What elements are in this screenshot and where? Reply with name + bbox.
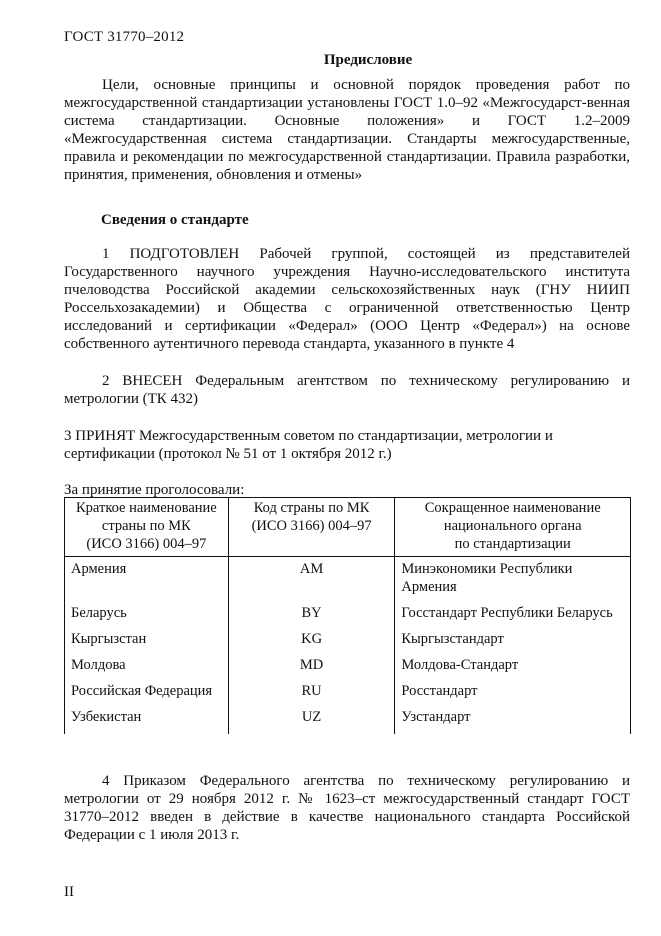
header-country-code: Код страны по МК (ИСО 3166) 004–97 [228, 498, 395, 557]
document-code: ГОСТ 31770–2012 [64, 29, 185, 45]
item-3-line-1: 3 ПРИНЯТ Межгосударственным советом по стандартизации, метрологии и [64, 428, 553, 444]
country-code: AM [228, 557, 395, 605]
page-number: II [64, 884, 74, 900]
preface-paragraph: Цели, основные принципы и основной порядок проведения работ по межгосударственной стандартизации установлены ГОСТ 1.0–92 «Межгосударст-венная система стандартизации. Основные положения» и ГОСТ 1.2–2009 «Межгосударственная система стандартизации. Стандарты межгосударственные, правила и рекомендации по межгосударственной стандартизации. Правила разработки, принятия, применения, обновления и отмены» [64, 77, 630, 183]
country-code: KG [228, 630, 395, 656]
national-body: Узстандарт [395, 708, 631, 734]
country-code: MD [228, 656, 395, 682]
country-name: Российская Федерация [65, 682, 229, 708]
table-row [65, 656, 631, 682]
item-1-prepared: 1 ПОДГОТОВЛЕН Рабочей группой, состоящей из представителей Государственного научного учреждения Научно-исследовательского института пчеловодства Российской академии сельскохозяйственных наук (ГНУ НИИП Россельхозакадемии) и Общества с ограниченной ответственностью Центр исследований и сертификации «Федерал» (ООО Центр «Федерал») на основе собственного аутентичного перевода стандарта, указанного в пункте 4 [64, 246, 630, 352]
country-code: BY [228, 604, 395, 630]
votes-caption: За принятие проголосовали: [64, 482, 245, 498]
country-code: RU [228, 682, 395, 708]
table-row [65, 630, 631, 656]
national-body: Росстандарт [395, 682, 631, 708]
header-country-name: Краткое наименование страны по МК (ИСО 3166) 004–97 [65, 498, 229, 557]
header-national-body: Сокращенное наименование национального органа по стандартизации [395, 498, 631, 557]
country-name: Узбекистан [65, 708, 229, 734]
table-row [65, 682, 631, 708]
country-name: Кыргызстан [65, 630, 229, 656]
item-4-order: 4 Приказом Федерального агентства по техническому регулированию и метрологии от 29 ноября 2012 г. № 1623–ст межгосударственный стандарт ГОСТ 31770–2012 введен в действие в качестве национального стандарта Российской Федерации с 1 июля 2013 г. [64, 773, 630, 843]
country-code: UZ [228, 708, 395, 734]
national-body: Минэкономики Республики Армения [395, 557, 631, 605]
votes-table [64, 497, 631, 734]
national-body: Кыргызстандарт [395, 630, 631, 656]
item-3-line-2: сертификации (протокол № 51 от 1 октября 2012 г.) [64, 446, 392, 462]
national-body: Молдова-Стандарт [395, 656, 631, 682]
preface-title: Предисловие [323, 52, 413, 68]
item-2-introduced: 2 ВНЕСЕН Федеральным агентством по техническому регулированию и метрологии (ТК 432) [64, 373, 630, 407]
table-header-row [65, 498, 631, 557]
country-name: Молдова [65, 656, 229, 682]
country-name: Армения [65, 557, 229, 605]
national-body: Госстандарт Республики Беларусь [395, 604, 631, 630]
country-name: Беларусь [65, 604, 229, 630]
table-row [65, 557, 631, 605]
table-row [65, 604, 631, 630]
standard-info-title: Сведения о стандарте [101, 212, 249, 228]
table-row [65, 708, 631, 734]
